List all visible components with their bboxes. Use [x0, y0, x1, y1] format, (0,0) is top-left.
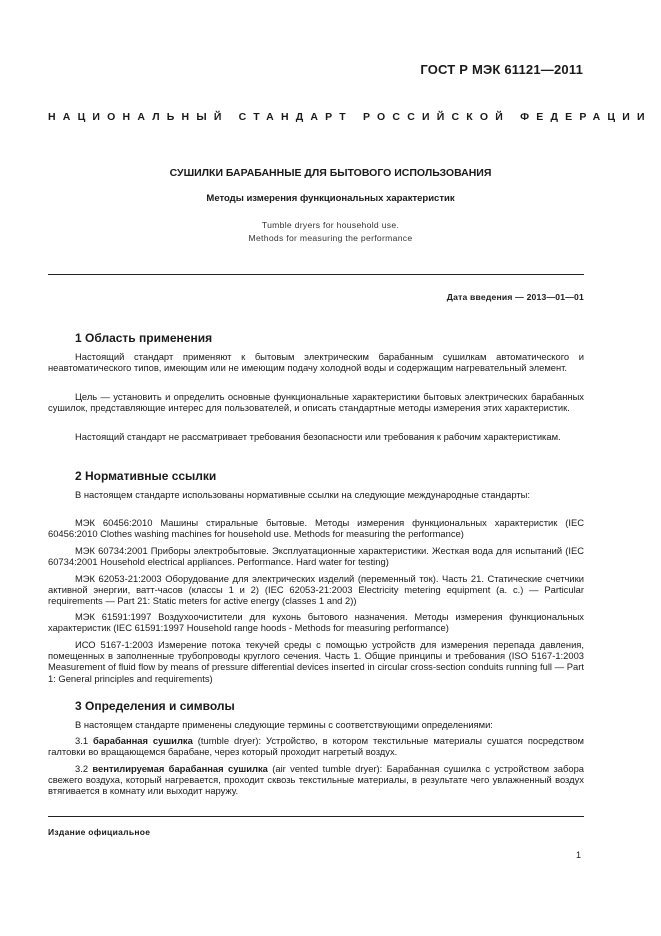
section-heading: 3 Определения и символы	[75, 699, 235, 713]
effective-date: Дата введения — 2013—01—01	[446, 292, 584, 302]
standard-code: ГОСТ Р МЭК 61121—2011	[420, 62, 583, 77]
document-subtitle: Методы измерения функциональных характеристик	[206, 193, 455, 204]
english-title-line-1: Tumble dryers for household use.	[261, 220, 400, 230]
reference-item: МЭК 60456:2010 Машины стиральные бытовые. Методы измерения функциональных характеристик (IEC 60456:2010 Clothes washing machines for household use. Methods for measuring the performance)	[48, 517, 584, 540]
definition-item: 3.1 барабанная сушилка (tumble dryer): Устройство, в котором текстильные материалы сушатся посредством галтовки во вращающемся барабане, через который проходит нагретый воздух.	[48, 735, 585, 758]
reference-item: ИСО 5167-1:2003 Измерение потока текучей среды с помощью устройств для измерения перепада давления, помещенных в заполненные трубопроводы круглого сечения. Часть 1. Общие принципы и требования (ISO 5167-1:2003 Measurement of fluid flow by means of pressure differential devices inserted in circular cross-section conduits running full — Part 1: General principles and requirements)	[48, 639, 584, 684]
section-heading: 2 Нормативные ссылки	[75, 469, 217, 483]
reference-item: МЭК 61591:1997 Воздухоочистители для кухонь бытового назначения. Методы измерения функциональных характеристик (IEC 61591:1997 Household range hoods - Methods for measuring performance)	[48, 611, 584, 634]
paragraph: Цель — установить и определить основные функциональные характеристики бытовых электрических барабанных сушилок, представляющие интерес для пользователей, и описать стандартные методы измерения этих характеристик.	[48, 391, 584, 414]
title-divider	[48, 274, 584, 275]
paragraph: В настоящем стандарте использованы нормативные ссылки на следующие международные стандарты:	[75, 489, 530, 500]
definition-term: вентилируемая барабанная сушилка	[92, 763, 268, 774]
paragraph: Настоящий стандарт не рассматривает требования безопасности или требования к рабочим характеристикам.	[75, 431, 561, 442]
definition-term: барабанная сушилка	[93, 735, 193, 746]
page-number: 1	[575, 850, 581, 860]
definition-item: 3.2 вентилируемая барабанная сушилка (air vented tumble dryer): Барабанная сушилка с устройством забора свежего воздуха, который нагревается, проходит сквозь текстильные материалы, в результате чего увлажненный воздух втягивается в комнату или выходит наружу.	[48, 763, 584, 797]
edition-note: Издание официальное	[48, 827, 151, 837]
document-title: СУШИЛКИ БАРАБАННЫЕ ДЛЯ БЫТОВОГО ИСПОЛЬЗОВАНИЯ	[169, 167, 492, 179]
english-title-line-2: Methods for measuring the performance	[248, 233, 413, 243]
footer-divider	[48, 816, 584, 817]
national-standard-banner: НАЦИОНАЛЬНЫЙ СТАНДАРТ РОССИЙСКОЙ ФЕДЕРАЦИИ	[48, 111, 652, 123]
section-heading: 1 Область применения	[75, 331, 213, 345]
paragraph: Настоящий стандарт применяют к бытовым электрическим барабанным сушилкам автоматического и неавтоматического типов, имеющим или не имеющим подачу холодной воды и содержащим нагревательный элемент.	[48, 351, 584, 374]
paragraph: В настоящем стандарте применены следующие термины с соответствующими определениями:	[75, 719, 493, 730]
reference-item: МЭК 60734:2001 Приборы электробытовые. Эксплуатационные характеристики. Жесткая вода для испытаний (IEC 60734:2001 Household electrical appliances. Performance. Hard water for testing)	[48, 545, 584, 568]
reference-item: МЭК 62053-21:2003 Оборудование для электрических изделий (переменный ток). Часть 21. Статические счетчики активной энергии, ватт-часов (классы 1 и 2) (IEC 62053-21:2003 Electricity metering equipment (a. c.) — Particular requirements — Part 21: Static meters for active energy (classes 1 and 2))	[48, 573, 584, 607]
